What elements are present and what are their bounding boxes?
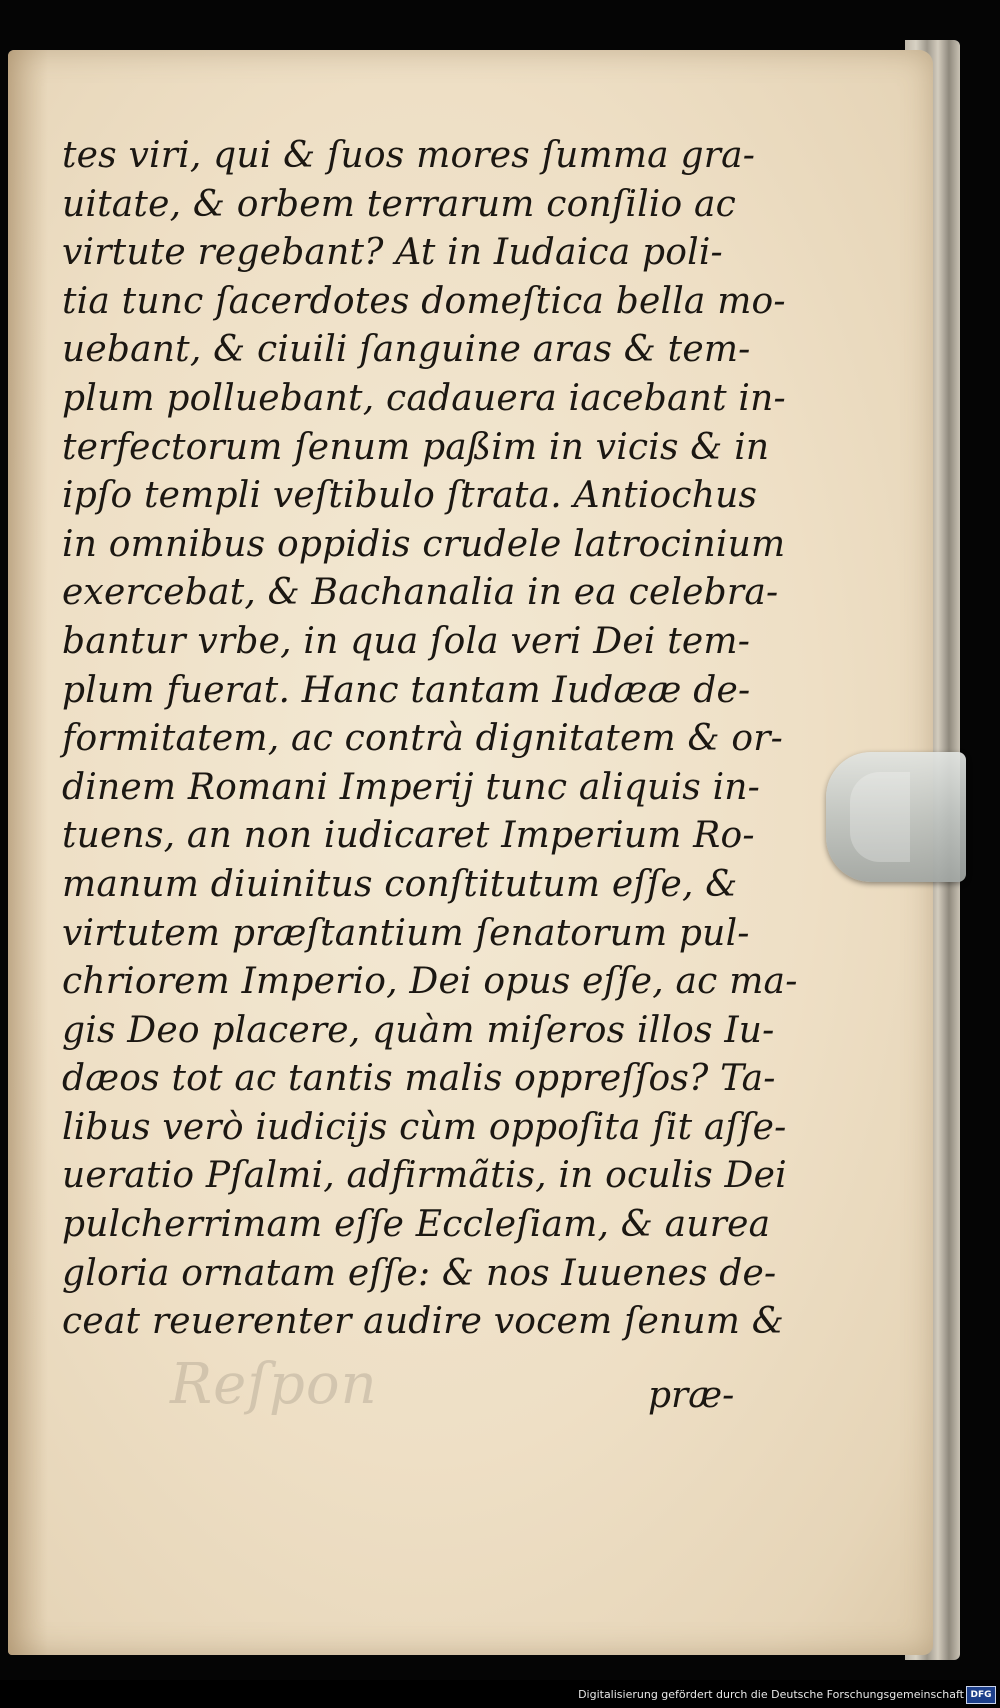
text-line: plum polluebant, cadauera iacebant in- <box>62 377 786 419</box>
text-line: ceat reuerenter audire vocem ſenum & <box>62 1301 785 1343</box>
page-clip-highlight <box>850 772 910 862</box>
show-through-text: Reſpon <box>170 1352 378 1417</box>
text-line: bantur vrbe, in qua ſola veri Dei tem- <box>62 620 751 662</box>
text-line: libus verò iudicijs cùm oppoſita ſit aſſe- <box>62 1106 787 1148</box>
text-line: virtute regebant? At in Iudaica poli- <box>62 232 723 274</box>
text-line: virtutem præſtantium ſenatorum pul- <box>62 912 750 954</box>
text-line: plum fuerat. Hanc tantam Iudææ de- <box>62 669 751 711</box>
text-line: dinem Romani Imperij tunc aliquis in- <box>62 766 761 808</box>
page-gutter-shadow <box>8 50 48 1655</box>
text-line: uebant, & ciuili ſanguine aras & tem- <box>62 329 751 371</box>
text-line: ueratio Pſalmi, adfirmãtis, in oculis Dei <box>62 1155 787 1197</box>
catchword: præ- <box>648 1375 735 1416</box>
text-line: formitatem, ac contrà dignitatem & or- <box>62 718 783 760</box>
text-line: pulcherrimam eſſe Eccleſiam, & aurea <box>62 1204 771 1246</box>
text-line: tuens, an non iudicaret Imperium Ro- <box>62 815 755 857</box>
dfg-logo-icon: DFG <box>966 1686 996 1704</box>
text-line: tes viri, qui & ſuos mores ſumma gra- <box>62 135 756 176</box>
text-line: in omnibus oppidis crudele latrocinium <box>62 523 786 565</box>
text-line: chriorem Imperio, Dei opus eſſe, ac ma- <box>62 961 798 1003</box>
funding-credit: Digitalisierung gefördert durch die Deutsche Forschungsgemeinschaft <box>578 1688 964 1701</box>
text-line: gloria ornatam eſſe: & nos Iuuenes de- <box>62 1252 777 1294</box>
text-line: exercebat, & Bachanalia in ea celebra- <box>62 572 779 614</box>
text-line: uitate, & orbem terrarum conſilio ac <box>62 183 737 225</box>
text-line: ipſo templi veſtibulo ſtrata. Antiochus <box>62 475 758 517</box>
text-line: manum diuinitus conſtitutum eſſe, & <box>62 863 738 905</box>
page-body-text <box>62 132 798 1347</box>
text-line: dæos tot ac tantis malis oppreſſos? Ta- <box>62 1058 776 1100</box>
text-line: terfectorum ſenum paßim in vicis & in <box>62 426 770 468</box>
text-line: gis Deo placere, quàm miſeros illos Iu- <box>62 1009 775 1051</box>
text-line: tia tunc ſacerdotes domeſtica bella mo- <box>62 280 786 322</box>
